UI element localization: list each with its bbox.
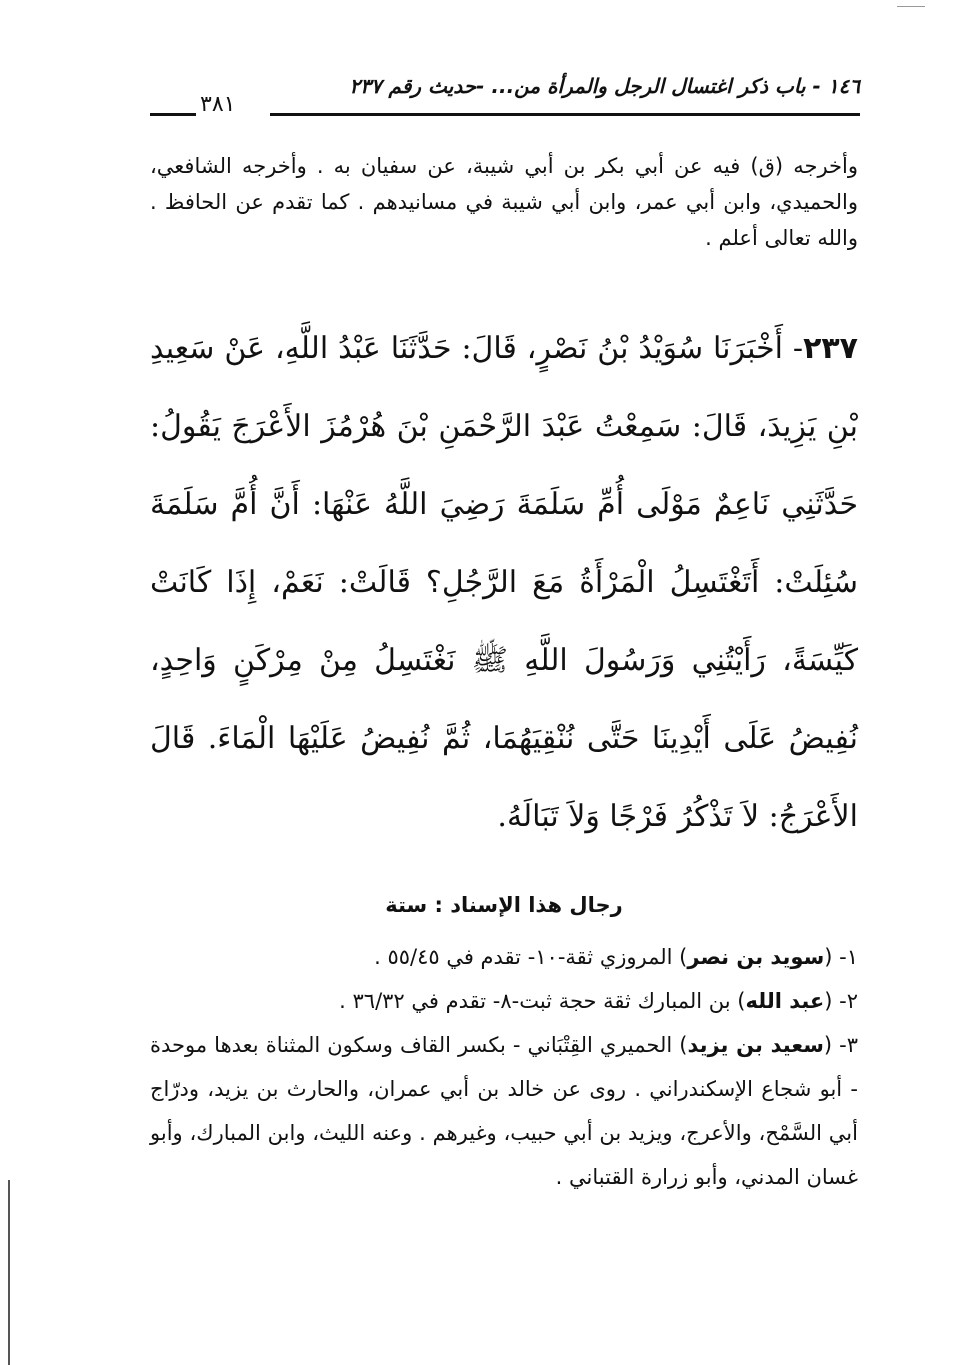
narrator-info: ) بن المبارك ثقة حجة ثبت-٨- تقدم في ٣٦/٣٢ . (339, 989, 746, 1013)
item-index: ٣- ( (823, 1033, 858, 1057)
list-item (150, 979, 858, 1023)
page-number: ٣٨١ (200, 92, 236, 117)
hadith-text (150, 310, 858, 856)
intro-line: كما تقدم عن الحافظ . والله تعالى أعلم . (150, 190, 858, 250)
intro-line: الشافعي، والحميدي، وابن أبي عمر، وابن أبي شيبة في مسانيدهم . (150, 154, 858, 214)
header-left-rule (150, 113, 196, 116)
narrator-name: سعيد بن يزيد (687, 1033, 824, 1057)
intro-paragraph (150, 148, 858, 256)
narrator-name: عبد الله (745, 989, 825, 1013)
narrator-info: ) الحميري القِتْبَاني - بكسر القاف وسكون المثناة بعدها موحدة - أبو شجاع الإسكندراني . روى عن خالد بن أبي عمران، والحارث بن يزيد، ودرّاج أبي السَّمْح، والأعرج، ويزيد بن أبي حبيب، وغيرهم . وعنه الليث، وابن المبارك، وأبو غسان المدني، وأبو زرارة القتباني . (150, 1033, 858, 1189)
rijal-heading: رجال هذا الإسناد : ستة (385, 893, 623, 917)
hadith-body: - أَخْبَرَنَا سُوَيْدُ بْنُ نَصْرٍ، قَالَ: حَدَّثَنَا عَبْدُ اللَّهِ، عَنْ سَعِيدِ بْنِ يَزِيدَ، قَالَ: سَمِعْتُ عَبْدَ الرَّحْمَنِ بْنَ هُرْمُزَ الأَعْرَجَ يَقُولُ: حَدَّثَنِي نَاعِمٌ مَوْلَى أُمِّ سَلَمَةَ رَضِيَ اللَّهُ عَنْهَا: أَنَّ أُمَّ سَلَمَةَ سُئِلَتْ: أَتَغْتَسِلُ الْمَرْأَةُ مَعَ الرَّجُلِ؟ قَالَتْ: نَعَمْ، إِذَا كَانَتْ كَيِّسَةً، رَأَيْتُنِي وَرَسُولَ اللَّهِ ﷺ نَغْتَسِلُ مِنْ مِرْكَنٍ وَاحِدٍ، نُفِيضُ عَلَى أَيْدِينَا حَتَّى نُنْقِيَهُمَا، ثُمَّ نُفِيضُ عَلَيْهَا الْمَاءَ. قَالَ الأَعْرَجُ: لاَ تَذْكُرُ فَرْجًا وَلاَ تَبَالَهُ. (150, 331, 858, 834)
hadith-number: ٢٣٧ (803, 331, 858, 366)
list-item (150, 1023, 858, 1199)
intro-line: وأخرجه (ق) فيه عن أبي بكر بن أبي شيبة، عن سفيان به . وأخرجه (241, 154, 858, 178)
page-edge-line (8, 1180, 10, 1365)
page-header (150, 70, 860, 122)
list-item (150, 935, 858, 979)
item-index: ٢- ( (824, 989, 858, 1013)
corner-mark (897, 6, 925, 7)
item-index: ١- ( (824, 945, 858, 969)
header-rule (270, 113, 860, 116)
rijal-list (150, 935, 858, 1199)
narrator-info: ) المروزي ثقة-١٠- تقدم في ٥٥/٤٥ . (374, 945, 688, 969)
chapter-title: ١٤٦ - باب ذكر اغتسال الرجل والمرأة من... -حديث رقم ٢٣٧ (349, 74, 860, 98)
narrator-name: سويد بن نصر (687, 945, 825, 969)
